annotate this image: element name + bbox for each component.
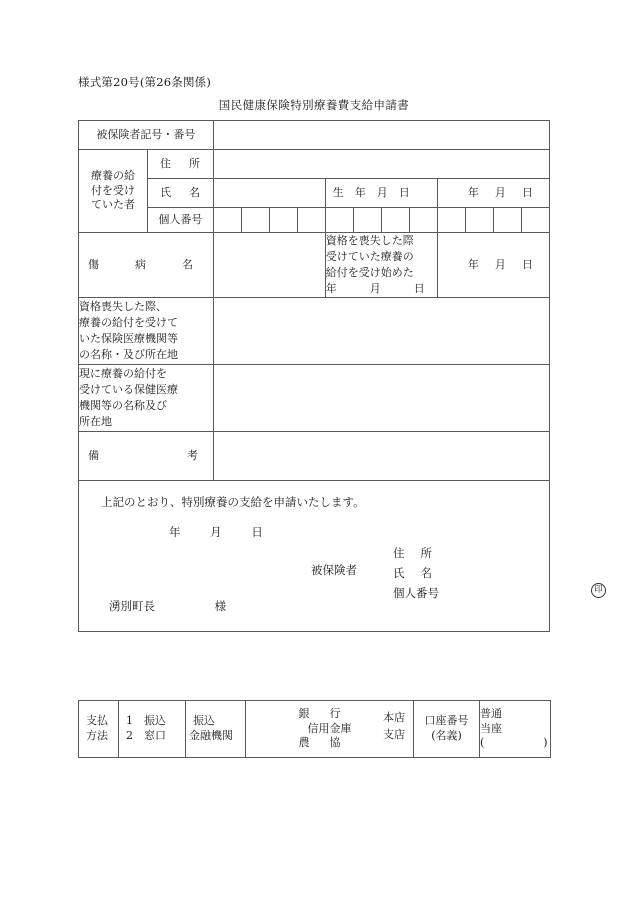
mynumber-cell[interactable] (353, 208, 381, 233)
former-institution-value[interactable] (213, 298, 549, 365)
branch-branch-office[interactable]: 支店 (383, 727, 405, 741)
current-institution-value[interactable] (213, 365, 549, 432)
bank-type-cell[interactable] (246, 701, 414, 758)
bank-type-list (296, 707, 364, 752)
account-type-cell[interactable] (480, 701, 551, 758)
bank-type-shinkin[interactable]: 信用金庫 (307, 721, 352, 735)
insured-symbol-label: 被保険者記号・番号 (79, 121, 214, 150)
payment-options[interactable] (119, 701, 186, 758)
form-number: 様式第20号(第26条関係) (78, 75, 212, 89)
declaration-date[interactable]: 年 月 日 (169, 525, 263, 539)
insured-name-field[interactable] (393, 563, 448, 583)
row-name-birth (79, 179, 550, 208)
row-mynumber (79, 208, 550, 233)
addressee-line (109, 599, 226, 615)
insured-address-label: 住所 (393, 546, 448, 560)
addressee-honorific: 様 (214, 599, 227, 613)
mynumber-label: 個人番号 (147, 208, 213, 233)
option-transfer[interactable]: 1 振込 (126, 714, 166, 728)
row-declaration (79, 481, 550, 632)
row-current-institution (79, 365, 550, 432)
mynumber-cell[interactable] (297, 208, 325, 233)
address-value[interactable] (213, 150, 549, 179)
insured-label: 被保険者 (311, 563, 357, 577)
mynumber-cell[interactable] (493, 208, 521, 233)
payment-method-table (78, 700, 551, 758)
mynumber-cell[interactable] (269, 208, 297, 233)
lost-qualification-label: 資格を喪失した際 受けていた療養の 給付を受け始めた 年 月 日 (325, 233, 437, 298)
mynumber-cell[interactable] (465, 208, 493, 233)
branch-type-list (383, 710, 405, 743)
row-illness (79, 233, 550, 298)
recipient-group-label: 療養の給 付を受け ていた者 (79, 150, 148, 233)
seal-icon: 印 (591, 583, 606, 598)
transfer-institution-label: 振込 金融機関 (186, 701, 246, 758)
payment-method-label: 支払 方法 (79, 701, 119, 758)
mynumber-cell[interactable] (213, 208, 241, 233)
insured-mynumber-label: 個人番号 (393, 586, 439, 600)
account-type-ordinary[interactable]: 普通 (480, 706, 502, 720)
mynumber-cell[interactable] (241, 208, 269, 233)
birth-date-value[interactable]: 年 月 日 (437, 179, 549, 208)
illness-value[interactable] (213, 233, 325, 298)
account-type-checking[interactable]: 当座 (480, 721, 502, 735)
remarks-label: 備考 (79, 432, 214, 481)
current-institution-label: 現に療養の給付を 受けている保健医療 機関等の名称及び 所在地 (79, 365, 214, 432)
address-label: 住所 (147, 150, 213, 179)
lost-qualification-date[interactable]: 年 月 日 (437, 233, 549, 298)
illness-label: 傷病名 (79, 233, 214, 298)
insured-symbol-value[interactable] (213, 121, 549, 150)
option-counter[interactable]: 2 窓口 (126, 729, 166, 742)
insured-fields (393, 543, 603, 603)
addressee-name: 湧別町長 (109, 599, 155, 613)
mynumber-cell[interactable] (325, 208, 353, 233)
name-value[interactable] (213, 179, 325, 208)
row-remarks (79, 432, 550, 481)
name-label: 氏名 (147, 179, 213, 208)
bank-type-bank[interactable]: 銀行 (298, 706, 361, 720)
branch-head-office[interactable]: 本店 (383, 711, 405, 724)
declaration-block (79, 481, 603, 632)
insured-mynumber-field[interactable] (393, 583, 439, 603)
main-form-table (78, 120, 603, 632)
bank-type-nokyo[interactable]: 農協 (298, 736, 361, 750)
document-title: 国民健康保険特別療養費支給申請書 (218, 98, 410, 112)
insured-name-label: 氏名 (393, 566, 448, 580)
payment-row (79, 701, 551, 758)
mynumber-cell[interactable] (409, 208, 437, 233)
mynumber-cell[interactable] (521, 208, 549, 233)
row-address (79, 150, 550, 179)
insured-address-field[interactable] (393, 543, 448, 563)
former-institution-label: 資格喪失した際、 療養の給付を受けて いた保険医療機関等 の名称・及び所在地 (79, 298, 214, 365)
account-number-label: 口座番号 (名義) (414, 701, 480, 758)
row-former-institution (79, 298, 550, 365)
mynumber-cell[interactable] (381, 208, 409, 233)
mynumber-cell[interactable] (437, 208, 465, 233)
birth-date-label: 生年月日 (325, 179, 437, 208)
declaration-statement: 上記のとおり、特別療養の支給を申請いたします。 (101, 495, 365, 509)
account-holder-paren[interactable]: ( ) (480, 736, 548, 750)
row-insured-symbol (79, 121, 550, 150)
